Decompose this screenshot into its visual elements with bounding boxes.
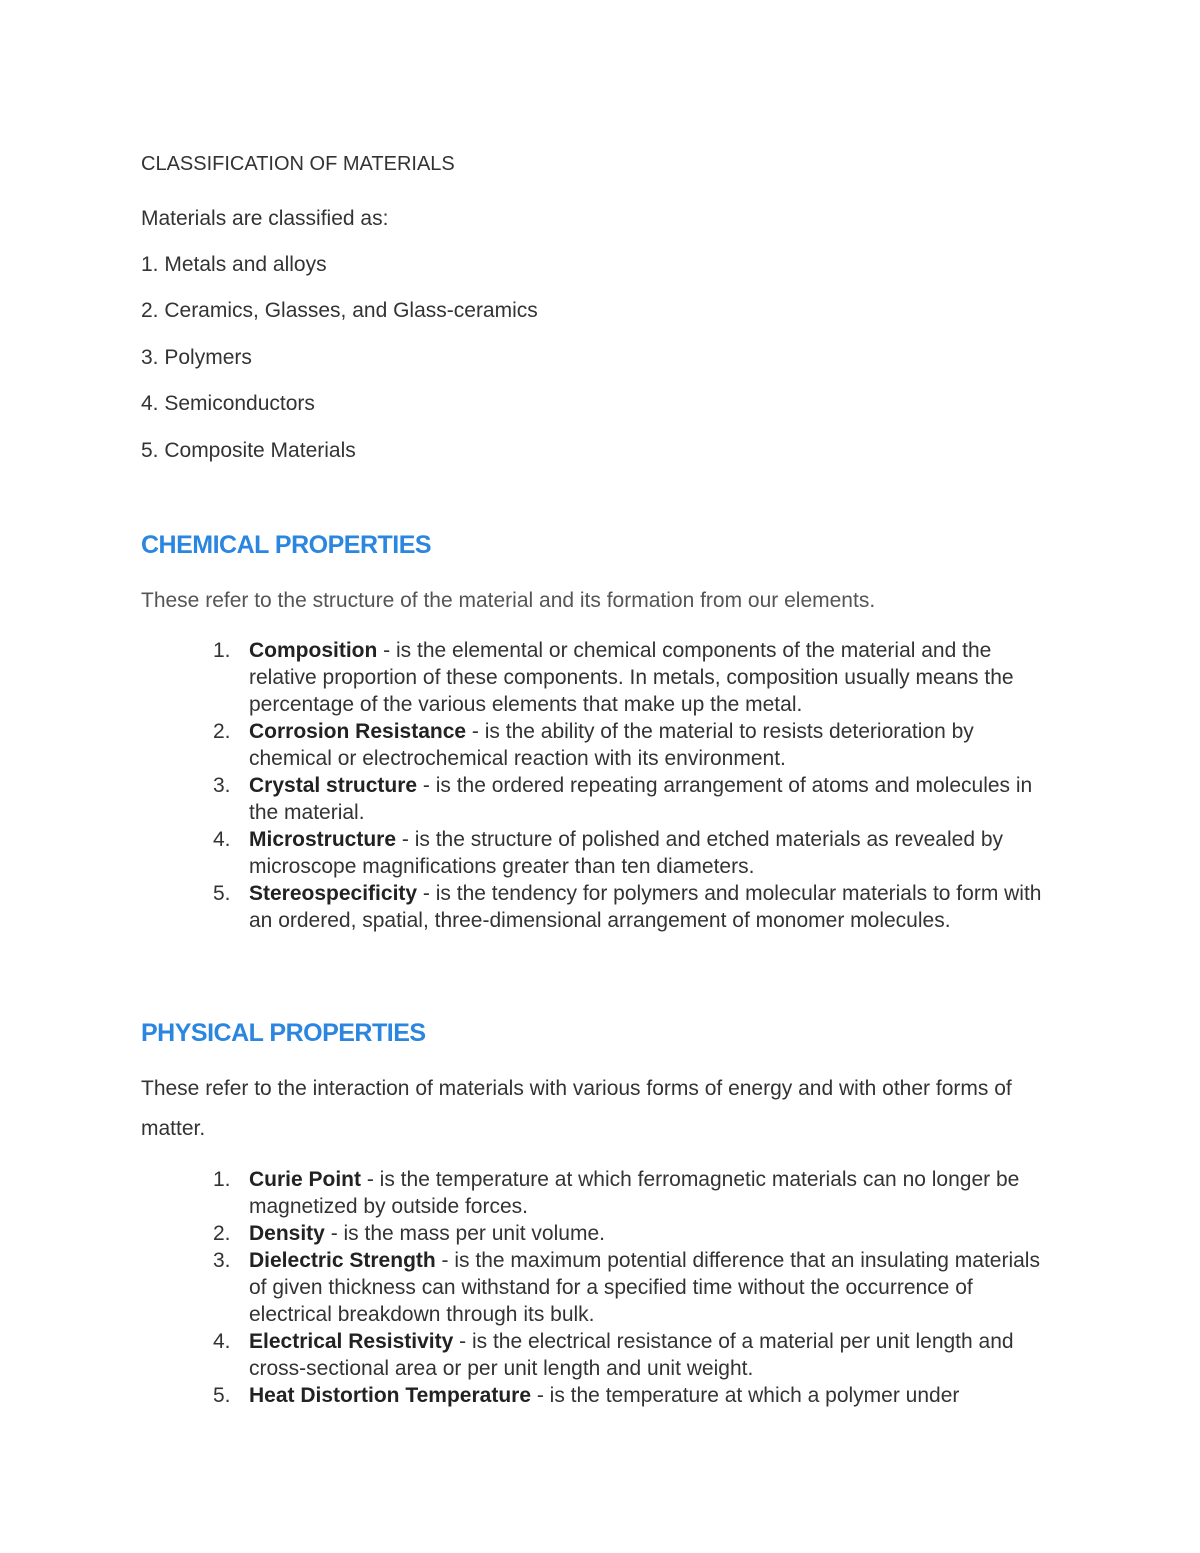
- physical-properties-heading: PHYSICAL PROPERTIES: [141, 1019, 426, 1047]
- property-term: Composition: [249, 639, 378, 662]
- property-definition: - is the ordered repeating arrangement of atoms and molecules in the material.: [249, 774, 1033, 824]
- list-item: [0, 1382, 1059, 1409]
- property-term: Crystal structure: [249, 774, 418, 797]
- property-definition: - is the tendency for polymers and molecular materials to form with an ordered, spatial, three-dimensional arrangement of monomer molecules.: [249, 882, 1042, 932]
- chemical-properties-list: [0, 637, 1200, 934]
- list-item: [0, 1220, 1059, 1247]
- classification-item: 5. Composite Materials: [141, 439, 356, 462]
- list-number: 4.: [213, 1330, 231, 1353]
- property-definition: - is the structure of polished and etched materials as revealed by microscope magnifications greater than ten diameters.: [249, 828, 1004, 878]
- list-item: [0, 1247, 1059, 1328]
- list-number: 5.: [213, 882, 231, 905]
- property-definition: - is the maximum potential difference that an insulating materials of given thickness can withstand for a specified time without the occurrence of electrical breakdown through its bulk.: [249, 1249, 1040, 1326]
- list-number: 2.: [213, 1222, 231, 1245]
- list-number: 4.: [213, 828, 231, 851]
- property-term: Corrosion Resistance: [249, 720, 467, 743]
- classification-item: 2. Ceramics, Glasses, and Glass-ceramics: [141, 299, 538, 322]
- property-term: Stereospecificity: [249, 882, 418, 905]
- physical-properties-description: These refer to the interaction of materials with various forms of energy and with other forms of matter.: [141, 1077, 1012, 1140]
- list-number: 3.: [213, 774, 231, 797]
- property-term: Density: [249, 1222, 325, 1245]
- list-number: 5.: [213, 1384, 231, 1407]
- property-definition: - is the mass per unit volume.: [324, 1222, 605, 1245]
- list-item: [0, 880, 1059, 934]
- classification-item: 3. Polymers: [141, 346, 252, 369]
- physical-properties-list: [0, 1166, 1200, 1409]
- property-definition: - is the electrical resistance of a material per unit length and cross-sectional area or per unit length and unit weight.: [249, 1330, 1014, 1380]
- list-number: 2.: [213, 720, 231, 743]
- property-term: Curie Point: [249, 1168, 362, 1191]
- property-term: Microstructure: [249, 828, 397, 851]
- list-number: 3.: [213, 1249, 231, 1272]
- chemical-properties-heading: CHEMICAL PROPERTIES: [141, 531, 432, 559]
- list-item: [0, 718, 1059, 772]
- list-item: [0, 1166, 1059, 1220]
- chemical-properties-description: These refer to the structure of the material and its formation from our elements.: [141, 589, 876, 612]
- property-term: Heat Distortion Temperature: [249, 1384, 531, 1407]
- property-term: Dielectric Strength: [249, 1249, 436, 1272]
- list-item: [0, 1328, 1059, 1382]
- list-number: 1.: [213, 1168, 231, 1191]
- classification-item: 1. Metals and alloys: [141, 253, 327, 276]
- list-number: 1.: [213, 639, 231, 662]
- property-definition: - is the ability of the material to resists deterioration by chemical or electrochemical reaction with its environment.: [249, 720, 974, 770]
- property-definition: - is the temperature at which a polymer under: [531, 1384, 960, 1407]
- property-definition: - is the temperature at which ferromagnetic materials can no longer be magnetized by outside forces.: [249, 1168, 1020, 1218]
- property-definition: - is the elemental or chemical components of the material and the relative proportion of these components. In metals, composition usually means the percentage of the various elements that make up the metal.: [249, 639, 1014, 716]
- classification-intro: Materials are classified as:: [141, 207, 389, 230]
- list-item: [0, 826, 1059, 880]
- document-title: CLASSIFICATION OF MATERIALS: [141, 153, 455, 175]
- classification-item: 4. Semiconductors: [141, 392, 315, 415]
- list-item: [0, 637, 1059, 718]
- list-item: [0, 772, 1059, 826]
- property-term: Electrical Resistivity: [249, 1330, 454, 1353]
